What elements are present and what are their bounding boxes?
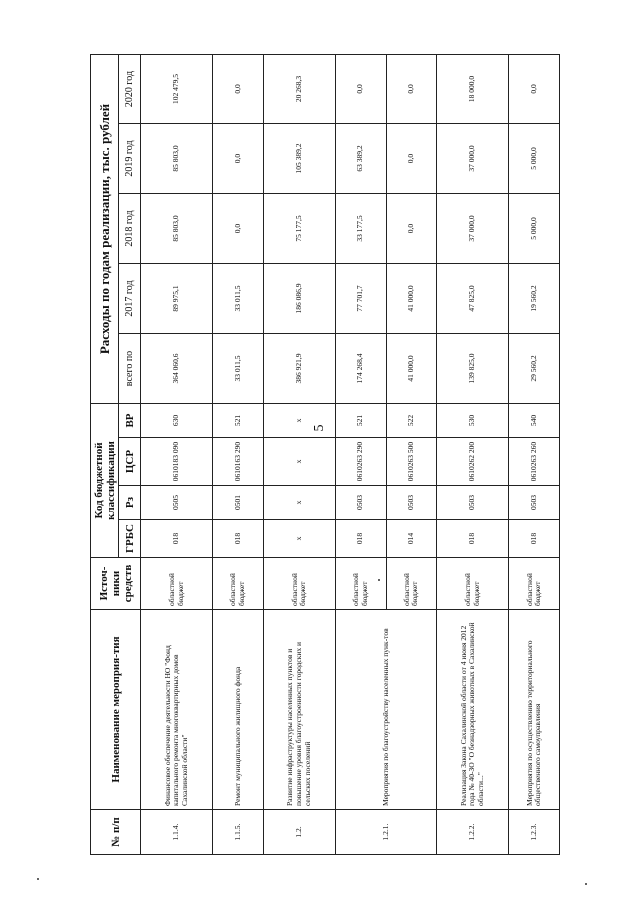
header-rz: Рз [119,486,141,520]
row-source: областной бюджет [335,558,386,610]
row-num: 1.1.4. [141,810,213,855]
row-rz: 0501 [213,486,264,520]
row-2020: 0,0 [213,54,264,123]
header-2020: 2020 год [119,54,141,123]
table-row [335,54,386,854]
row-2020: 102 479,5 [141,54,213,123]
row-2019: 0,0 [213,124,264,194]
page-number: 5 [312,424,327,432]
row-2017: 89 975,1 [141,264,213,334]
row-2017: 77 701,7 [335,264,386,334]
row-rz: 0503 [386,486,437,520]
table-row [141,54,213,854]
scan-speck [37,878,39,880]
row-vr: 521 [213,404,264,438]
header-budget-code: Код бюджетной классификации [91,404,119,558]
row-2020: 18 000,0 [437,54,509,123]
table-row [437,54,509,854]
header-expenses: Расходы по годам реализации, тыс. рублей [91,54,119,403]
row-total: 386 921,9 [263,334,335,404]
row-csr: 0610263 290 [335,438,386,486]
header-2018: 2018 год [119,194,141,264]
row-2019: 85 803,0 [141,124,213,194]
row-vr: 540 [509,404,560,438]
row-2018: 85 803,0 [141,194,213,264]
header-csr: ЦСР [119,438,141,486]
row-2019: 37 000,0 [437,124,509,194]
row-name: Реализация Закона Сахалинской области от 4 июня 2012 года № 40-ЗО "О безнадзорных животных в Сахалинской области..." [437,610,509,810]
row-rz: 0503 [335,486,386,520]
row-source: областной бюджет [437,558,509,610]
header-2017: 2017 год [119,264,141,334]
table-row [509,54,560,854]
row-grbs: 018 [335,520,386,558]
row-total: 139 825,0 [437,334,509,404]
row-rz: x [263,486,335,520]
row-2017: 33 011,5 [213,264,264,334]
row-total: 33 011,5 [213,334,264,404]
row-grbs: 014 [386,520,437,558]
row-2018: 0,0 [213,194,264,264]
budget-table [90,54,560,855]
row-2020: 20 268,3 [263,54,335,123]
row-2020: 0,0 [386,54,437,123]
row-source: областной бюджет [263,558,335,610]
row-rz: 0503 [509,486,560,520]
header-2019: 2019 год [119,124,141,194]
row-source: областной бюджет [386,558,437,610]
row-num: 1.2.3. [509,810,560,855]
row-csr: 0610263 500 [386,438,437,486]
row-grbs: 018 [509,520,560,558]
row-vr: 630 [141,404,213,438]
row-source: областной бюджет [213,558,264,610]
row-2019: 0,0 [386,124,437,194]
row-rz: 0503 [437,486,509,520]
row-num: 1.1.5. [213,810,264,855]
row-total: 41 000,0 [386,334,437,404]
row-rz: 0505 [141,486,213,520]
row-2019: 105 389,2 [263,124,335,194]
row-2017: 186 086,9 [263,264,335,334]
table-row [213,54,264,854]
row-2018: 0,0 [386,194,437,264]
row-num: 1.2. [263,810,335,855]
row-2019: 63 389,2 [335,124,386,194]
row-total: 174 268,4 [335,334,386,404]
row-name: Ремонт муниципального жилищного фонда [213,610,264,810]
row-source: областной бюджет [509,558,560,610]
header-grbs: ГРБС [119,520,141,558]
row-grbs: 018 [437,520,509,558]
row-csr: 0610163 290 [213,438,264,486]
row-2020: 0,0 [509,54,560,123]
row-num: 1.2.1. [335,810,436,855]
scan-speck [585,883,587,885]
row-2018: 5 000,0 [509,194,560,264]
row-2019: 5 000,0 [509,124,560,194]
row-name: Мероприятия по осуществлению территориального общественного самоуправления [509,610,560,810]
row-csr: x [263,438,335,486]
header-vr: ВР [119,404,141,438]
row-total: 29 560,2 [509,334,560,404]
row-source: областной бюджет [141,558,213,610]
header-total: всего по [119,334,141,404]
row-vr: 530 [437,404,509,438]
row-2017: 47 825,0 [437,264,509,334]
header-source: Источ-ники средств [91,558,141,610]
row-total: 364 060,6 [141,334,213,404]
row-2017: 19 560,2 [509,264,560,334]
row-csr: 0610262 200 [437,438,509,486]
scan-speck [378,579,380,581]
row-2020: 0,0 [335,54,386,123]
row-num: 1.2.2. [437,810,509,855]
row-name: Развитие инфраструктуры населенных пунктов и повышение уровня благоустроенности городских и сельских поселений [263,610,335,810]
row-vr: 521 [335,404,386,438]
row-vr: 522 [386,404,437,438]
row-csr: 0610263 260 [509,438,560,486]
row-csr: 0610183 090 [141,438,213,486]
row-grbs: x [263,520,335,558]
row-2017: 41 000,0 [386,264,437,334]
row-2018: 33 177,5 [335,194,386,264]
row-grbs: 018 [213,520,264,558]
row-2018: 75 177,5 [263,194,335,264]
header-name: Наименование мероприя-тия [91,610,141,810]
rotated-table-container [90,55,560,855]
row-2018: 37 000,0 [437,194,509,264]
row-grbs: 018 [141,520,213,558]
table-row [263,54,335,854]
row-name: Финансовое обеспечение деятельности НО "Фонд капитального ремонта многоквартирных домов Сахалинской области" [141,610,213,810]
row-name: Мероприятия по благоустройству населенных пунк-тов [335,610,436,810]
row-vr: x [263,404,335,438]
header-num: № п/п [91,810,141,855]
